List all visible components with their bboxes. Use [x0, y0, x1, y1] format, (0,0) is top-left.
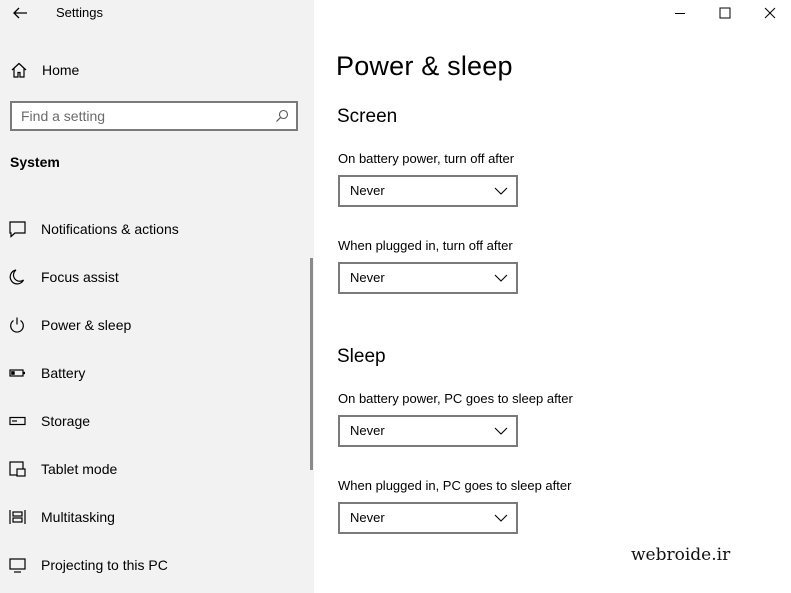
- sidebar-item-label: Multitasking: [41, 509, 115, 525]
- sidebar-item-power-sleep[interactable]: [0, 305, 308, 345]
- sidebar: [0, 0, 314, 593]
- home-label: Home: [42, 62, 80, 78]
- search-icon[interactable]: [275, 109, 289, 123]
- sidebar-item-label: Focus assist: [41, 269, 119, 285]
- dropdown-value: Never: [350, 423, 385, 438]
- back-button[interactable]: [6, 0, 34, 26]
- screen-battery-label: On battery power, turn off after: [338, 151, 515, 166]
- projecting-icon: [8, 556, 28, 574]
- power-icon: [8, 316, 28, 334]
- sidebar-item-battery[interactable]: [0, 353, 308, 393]
- sidebar-item-label: Battery: [41, 365, 86, 381]
- minimize-icon: [674, 7, 686, 19]
- sidebar-item-label: Projecting to this PC: [41, 557, 168, 573]
- search-input[interactable]: [21, 107, 261, 125]
- dropdown-value: Never: [350, 183, 385, 198]
- sleep-heading: Sleep: [337, 346, 386, 367]
- sleep-battery-dropdown[interactable]: [338, 415, 518, 447]
- screen-plugged-label: When plugged in, turn off after: [338, 238, 513, 253]
- app-title: Settings: [56, 5, 103, 20]
- search-box[interactable]: [10, 101, 298, 131]
- sidebar-item-focus-assist[interactable]: [0, 257, 308, 297]
- home-nav-item[interactable]: [0, 56, 314, 84]
- chevron-down-icon: [494, 425, 508, 437]
- sidebar-item-label: Power & sleep: [41, 317, 132, 333]
- sidebar-item-label: Storage: [41, 413, 91, 429]
- sleep-plugged-dropdown[interactable]: [338, 502, 518, 534]
- sidebar-item-label: Tablet mode: [41, 461, 118, 477]
- section-label-system: System: [10, 154, 60, 170]
- multitasking-icon: [8, 508, 28, 526]
- sidebar-item-notifications[interactable]: [0, 209, 308, 249]
- sleep-battery-label: On battery power, PC goes to sleep after: [338, 391, 573, 406]
- maximize-icon: [719, 7, 731, 19]
- notifications-icon: [8, 220, 28, 238]
- chevron-down-icon: [494, 272, 508, 284]
- minimize-button[interactable]: [657, 0, 703, 26]
- back-arrow-icon: [12, 6, 28, 20]
- sidebar-item-label: Notifications & actions: [41, 221, 179, 237]
- moon-icon: [8, 268, 28, 286]
- sleep-plugged-label: When plugged in, PC goes to sleep after: [338, 478, 572, 493]
- dropdown-value: Never: [350, 270, 385, 285]
- close-icon: [764, 7, 776, 19]
- home-icon: [10, 61, 28, 79]
- watermark-text: webroide.ir: [631, 545, 731, 565]
- sidebar-item-multitasking[interactable]: [0, 497, 308, 537]
- sidebar-scrollbar[interactable]: [310, 258, 313, 470]
- sidebar-item-tablet-mode[interactable]: [0, 449, 308, 489]
- screen-plugged-dropdown[interactable]: [338, 262, 518, 294]
- tablet-icon: [8, 460, 28, 478]
- sidebar-item-storage[interactable]: [0, 401, 308, 441]
- maximize-button[interactable]: [702, 0, 748, 26]
- chevron-down-icon: [494, 185, 508, 197]
- battery-icon: [8, 364, 28, 382]
- sidebar-item-projecting[interactable]: [0, 545, 308, 585]
- screen-battery-dropdown[interactable]: [338, 175, 518, 207]
- storage-icon: [8, 412, 28, 430]
- close-button[interactable]: [747, 0, 791, 26]
- chevron-down-icon: [494, 512, 508, 524]
- screen-heading: Screen: [337, 106, 398, 127]
- dropdown-value: Never: [350, 510, 385, 525]
- page-title: Power & sleep: [336, 51, 513, 81]
